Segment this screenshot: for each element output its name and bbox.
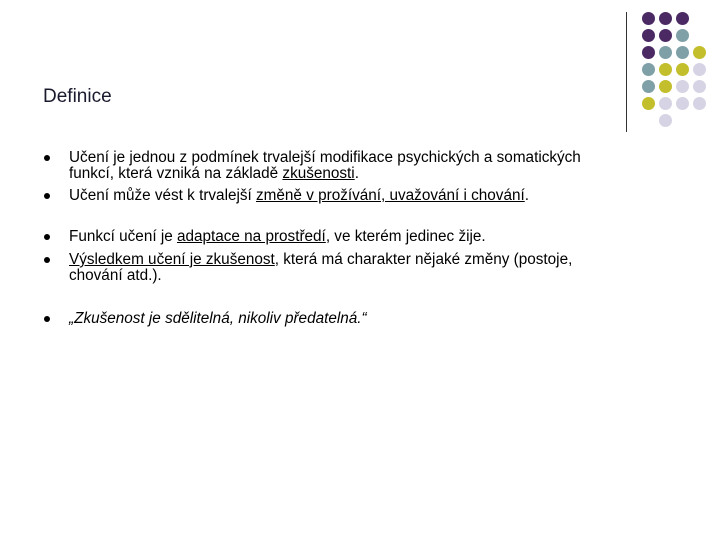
decorative-dot (659, 80, 672, 93)
decorative-dot (676, 97, 689, 110)
decorative-dot (659, 63, 672, 76)
decorative-dot (642, 12, 655, 25)
bullet-marker (44, 257, 50, 263)
decorative-dot (676, 46, 689, 59)
decorative-dot (659, 97, 672, 110)
decorative-dot (642, 29, 655, 42)
decorative-dot (642, 46, 655, 59)
decorative-dot (642, 80, 655, 93)
bullet-4-text: Výsledkem učení je zkušenost, která má charakter nějaké změny (postoje, chování atd.). (69, 251, 573, 284)
bullet-marker (44, 155, 50, 161)
decorative-dot (693, 46, 706, 59)
divider-line (626, 12, 627, 132)
decorative-dot (659, 29, 672, 42)
bullet-3-text: Funkcí učení je adaptace na prostředí, ve kterém jedinec žije. (69, 228, 486, 245)
bullet-marker (44, 234, 50, 240)
decorative-dot (676, 63, 689, 76)
decorative-dot (693, 80, 706, 93)
bullet-1-text: Učení je jednou z podmínek trvalejší modifikace psychických a somatických funkcí, která vzniká na základě zkušenosti. (69, 149, 581, 182)
bullet-marker (44, 316, 50, 322)
decorative-dot (659, 12, 672, 25)
decorative-dot (693, 97, 706, 110)
decorative-dot (659, 114, 672, 127)
decorative-dot (693, 63, 706, 76)
bullet-marker (44, 193, 50, 199)
decorative-dot (642, 63, 655, 76)
slide-title: Definice (43, 86, 112, 107)
decorative-dot (642, 97, 655, 110)
decorative-dot (676, 12, 689, 25)
decorative-dot (659, 46, 672, 59)
bullet-2-text: Učení může vést k trvalejší změně v prožívání, uvažování i chování. (69, 187, 529, 204)
decorative-dot (676, 29, 689, 42)
decorative-dot (676, 80, 689, 93)
bullet-5-quote: „Zkušenost je sdělitelná, nikoliv předatelná.“ (69, 310, 367, 327)
